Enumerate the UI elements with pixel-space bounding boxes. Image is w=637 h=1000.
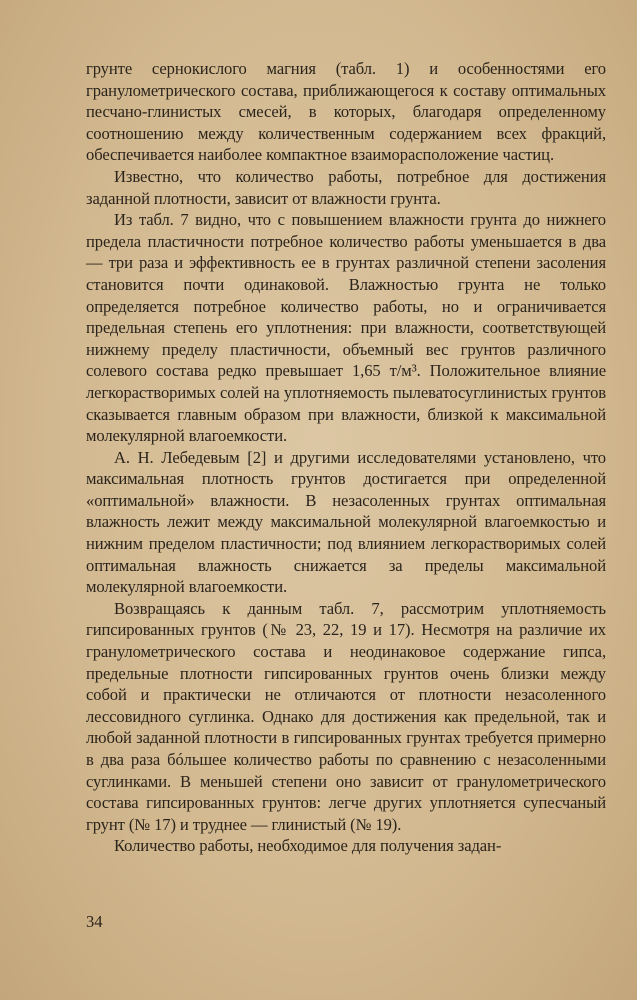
body-text bbox=[86, 58, 606, 857]
paragraph-table-7-moisture: Из табл. 7 видно, что с повышением влажности грунта до нижнего предела пластичности потребное количество работы уменьшается в два — три раза и эффективность ее в грунтах различной степени засоления становится почти одинаковой. Влажностью грунта не только определяется потребное количество работы, но и ограничивается предельная степень его уплотнения: при влажности, соответствующей нижнему пределу пластичности, объемный вес грунтов различного солевого состава редко превышает 1,65 т/м³. Положительное влияние легкорастворимых солей на уплотняемость пылеватосуглинистых грунтов сказывается главным образом при влажности, близкой к максимальной молекулярной влагоемкости. bbox=[86, 210, 606, 446]
page-number: 34 bbox=[86, 912, 103, 931]
paragraph-gypsum-soils: Возвращаясь к данным табл. 7, рассмотрим уплотняемость гипсированных грунтов (№ 23, 22, 19 и 17). Несмотря на различие их гранулометрического состава и неодинаковое содержание гипса, предельные плотности гипсированных грунтов очень близки между собой и практически не отличаются от плотности незасоленного лессовидного суглинка. Однако для достижения как предельной, так и любой заданной плотности в гипсированных грунтах требуется примерно в два раза бóльшее количество работы по сравнению с незасоленными суглинками. В меньшей степени оно зависит от гранулометрического состава гипсированных грунтов: легче других уплотняется супесчаный грунт (№ 17) и труднее — глинистый (№ 19). bbox=[86, 598, 606, 834]
paragraph-work-and-moisture: Известно, что количество работы, потребное для достижения заданной плотности, зависит от влажности грунта. bbox=[86, 166, 606, 208]
paragraph-continuation: грунте сернокислого магния (табл. 1) и особенностями его гранулометрического состава, приближающегося к составу оптимальных песчано-глинистых смесей, в которых, благодаря определенному соотношению между количественным содержанием всех фракций, обеспечивается наиболее компактное взаиморасположение частиц. bbox=[86, 59, 606, 165]
paragraph-work-amount: Количество работы, необходимое для получения задан- bbox=[114, 836, 502, 856]
paragraph-lebedev-optimal-moisture: А. Н. Лебедевым [2] и другими исследователями установлено, что максимальная плотность грунтов достигается при определенной «оптимальной» влажности. В незасоленных грунтах оптимальная влажность лежит между максимальной молекулярной влагоемкостью и нижним пределом пластичности; под влиянием легкорастворимых солей оптимальная влажность снижается за пределы максимальной молекулярной влагоемкости. bbox=[86, 447, 606, 597]
